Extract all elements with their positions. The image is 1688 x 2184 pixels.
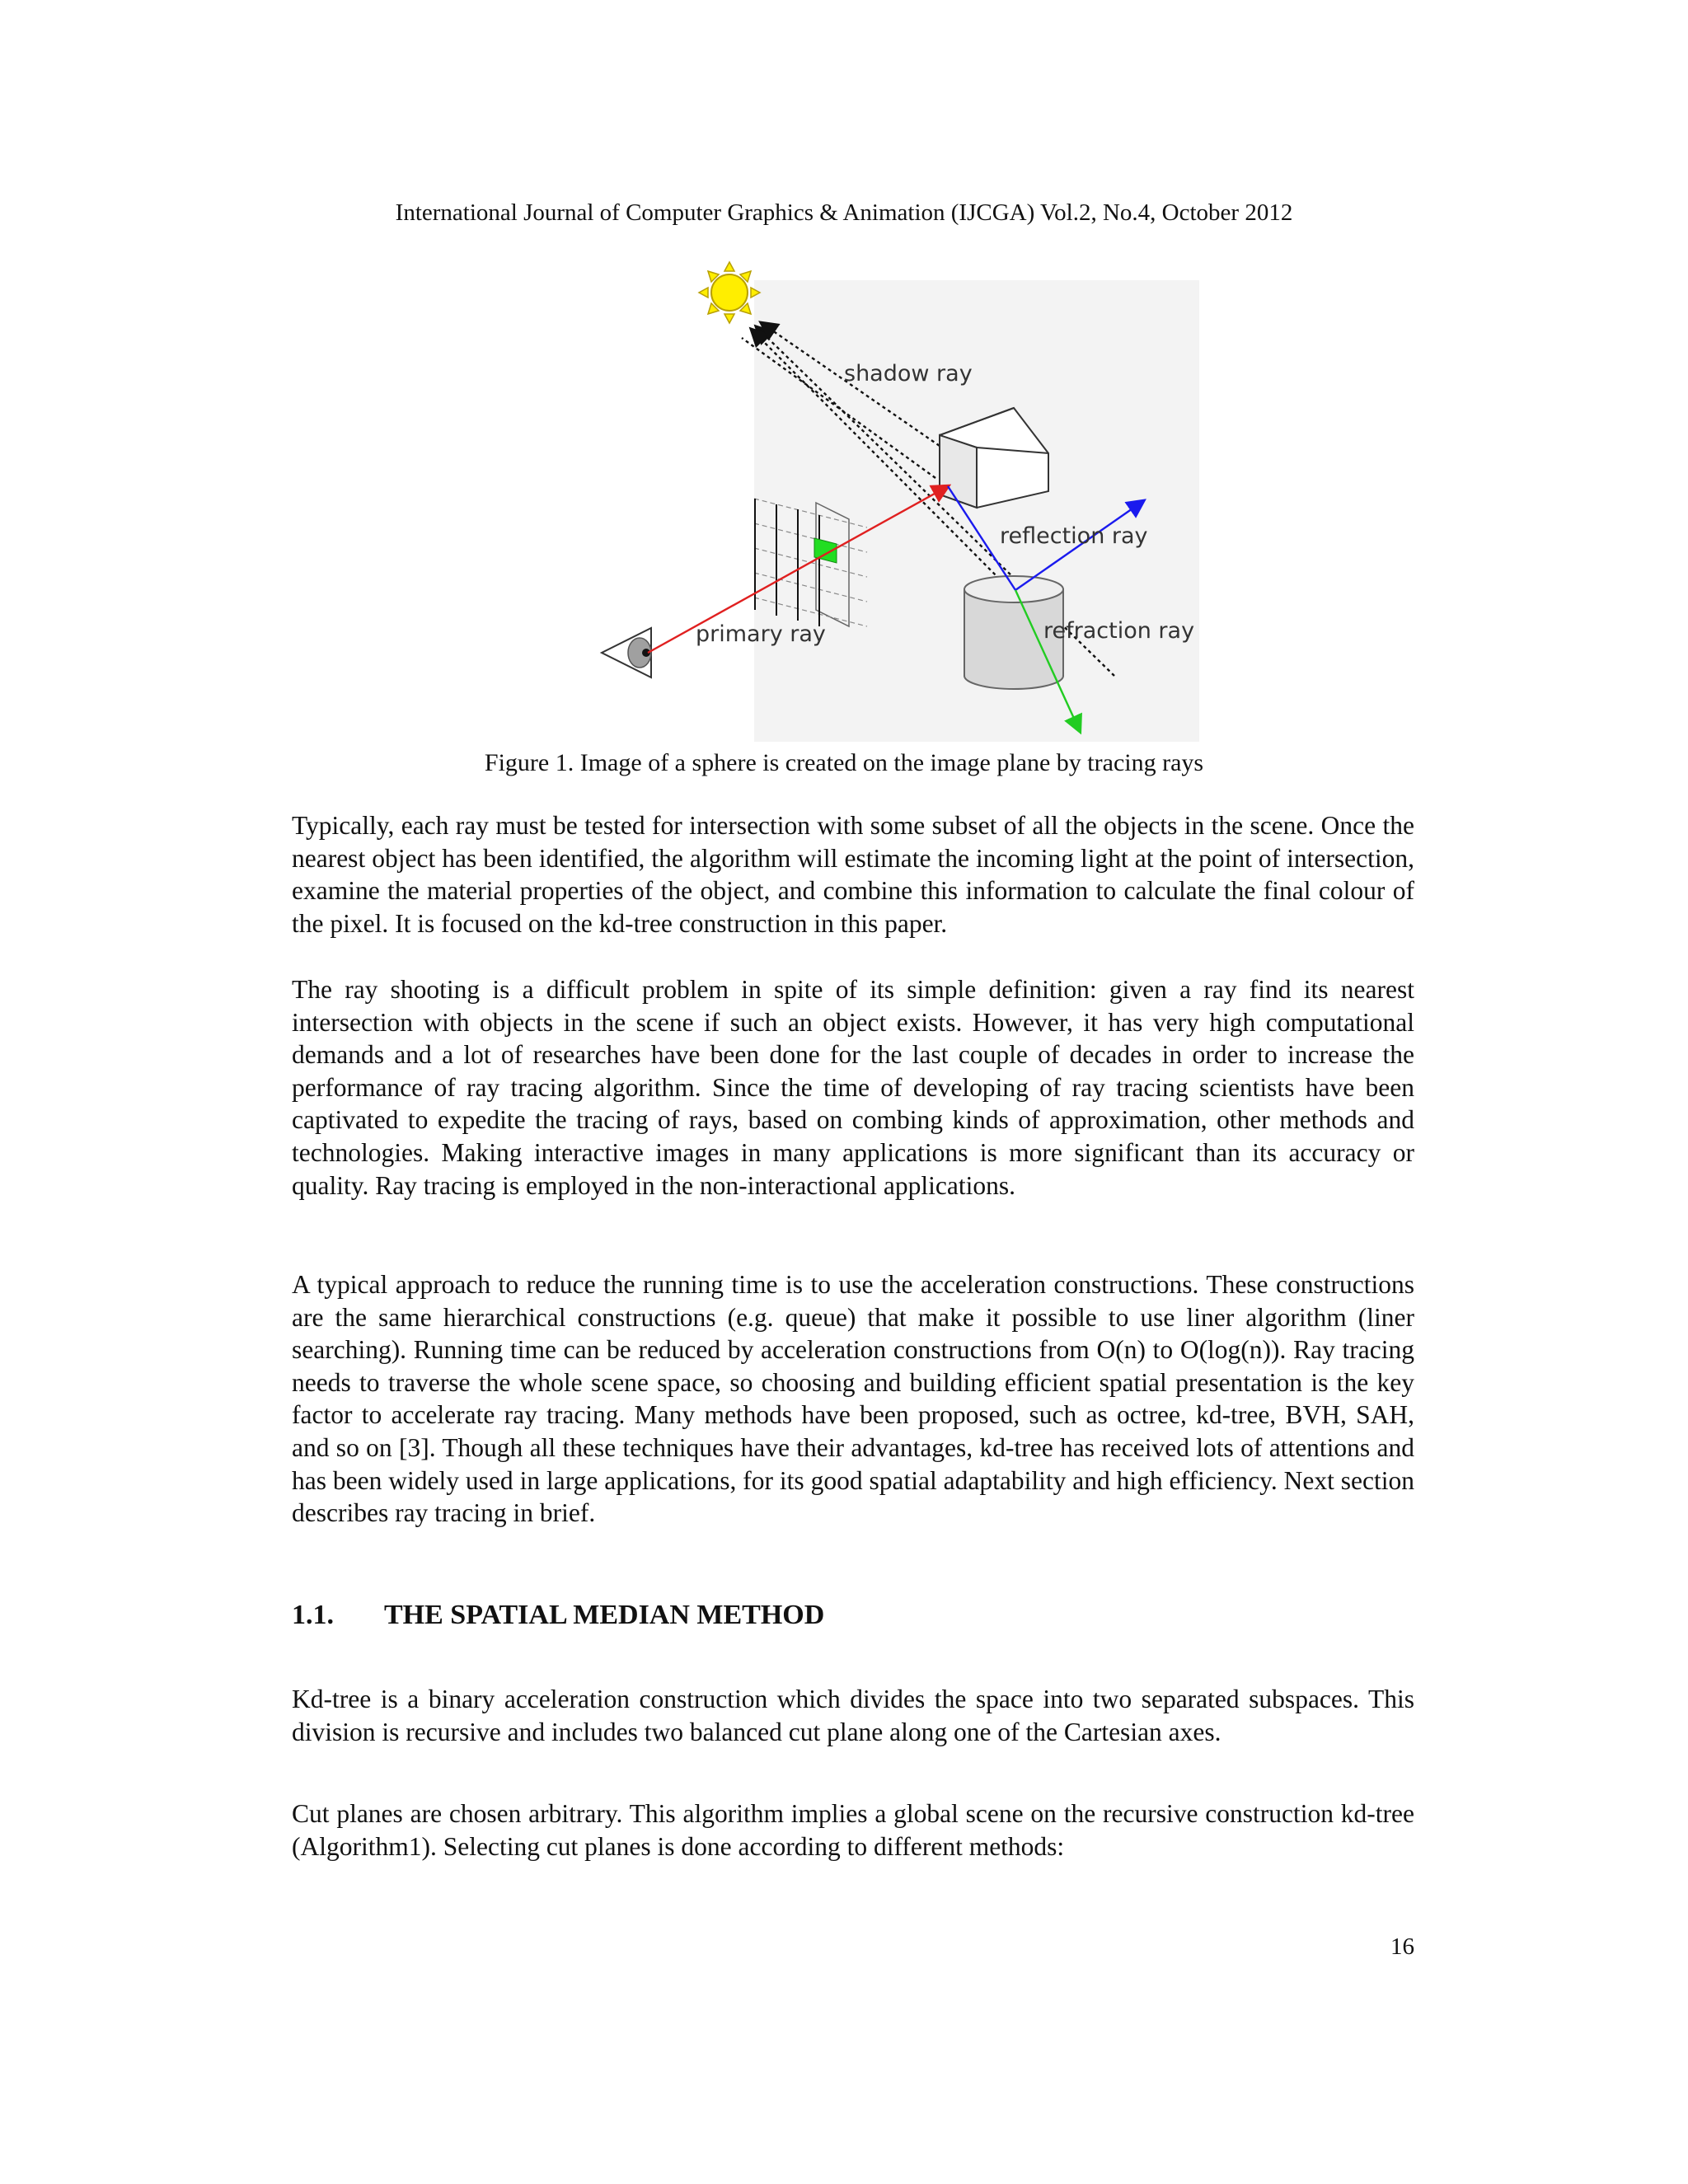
section-number: 1.1. [292,1600,334,1630]
paragraph-text: Typically, each ray must be tested for intersection with some subset of all the objects in the scene. Once the nearest object has been identified, the algorithm will estimate the incoming light at the point of intersection, examine the material properties of the object, and combine this information to calculate the final colour of the pixel. It is focused on the kd-tree construction in this paper. [292,811,1414,938]
primary-ray-label: primary ray [696,621,826,647]
journal-header: International Journal of Computer Graphics & Animation (IJCGA) Vol.2, No.4, October 2012 [395,199,1293,226]
paragraph [292,809,1414,940]
paragraph [292,1797,1414,1863]
figure-caption: Figure 1. Image of a sphere is created on the image plane by tracing rays [484,749,1204,776]
section-heading [292,1597,1414,1633]
ray-tracing-diagram [544,247,1220,742]
sun-icon [699,262,760,323]
section-title: THE SPATIAL MEDIAN METHOD [384,1600,825,1630]
paragraph-text: A typical approach to reduce the running time is to use the acceleration constructions. These constructions are the same hierarchical constructions (e.g. queue) that make it possible to use liner algorithm (liner searching). Running time can be reduced by acceleration constructions from O(n) to O(log(n)). Ray tracing needs to traverse the whole scene space, so choosing and building efficient spatial presentation is the key factor to accelerate ray tracing. Many methods have been proposed, such as octree, kd-tree, BVH, SAH, and so on [3]. Though all these techniques have their advantages, kd-tree has received lots of attentions and has been widely used in large applications, for its good spatial adaptability and high efficiency. Next section describes ray tracing in brief. [292,1270,1414,1528]
paragraph [292,973,1414,1202]
paragraph-text: The ray shooting is a difficult problem in spite of its simple definition: given a ray find its nearest intersection with objects in the scene if such an object exists. However, it has very high computational demands and a lot of researches have been done for the last couple of decades in order to increase the performance of ray tracing algorithm. Since the time of developing of ray tracing scientists have been captivated to expedite the tracing of rays, based on combing kinds of approximation, other methods and technologies. Making interactive images in many applications is more significant than its accuracy or quality. Ray tracing is employed in the non-interactional applications. [292,975,1414,1200]
paragraph [292,1268,1414,1530]
paragraph-text: Cut planes are chosen arbitrary. This algorithm implies a global scene on the recursive construction kd-tree (Algorithm1). Selecting cut planes is done according to different methods: [292,1799,1414,1861]
reflection-ray-label: reflection ray [1000,523,1148,549]
paragraph [292,1683,1414,1748]
shadow-ray-label: shadow ray [844,361,973,387]
refraction-ray-label: refraction ray [1043,618,1195,644]
page-number: 16 [1390,1933,1414,1960]
paragraph-text: Kd-tree is a binary acceleration construction which divides the space into two separated subspaces. This division is recursive and includes two balanced cut plane along one of the Cartesian axes. [292,1685,1414,1746]
ray-tracing-figure [544,247,1220,742]
eye-icon [602,628,651,677]
